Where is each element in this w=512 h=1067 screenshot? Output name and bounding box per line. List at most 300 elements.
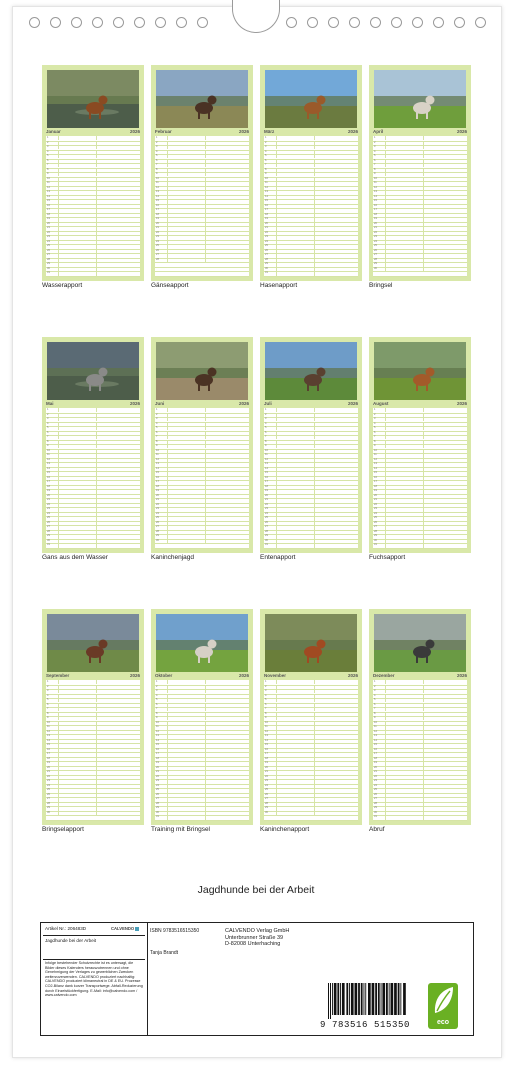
month-name: Dezember <box>373 673 395 678</box>
day-number: 2 <box>374 412 376 416</box>
day-number: 30 <box>156 810 159 814</box>
day-number: 20 <box>374 221 377 225</box>
day-number: 12 <box>374 185 377 189</box>
day-number: 25 <box>265 788 268 792</box>
day-number: 19 <box>265 489 268 493</box>
day-row <box>155 815 249 821</box>
day-number: 10 <box>47 448 50 452</box>
day-grid <box>155 408 249 548</box>
day-number: 17 <box>374 480 377 484</box>
month-year: 2026 <box>129 673 140 678</box>
day-number: 17 <box>156 752 159 756</box>
day-number: 22 <box>265 774 268 778</box>
day-number: 4 <box>374 149 376 153</box>
month-photo <box>374 614 466 672</box>
day-number: 28 <box>156 257 159 261</box>
day-number: 17 <box>265 480 268 484</box>
day-number: 16 <box>47 475 50 479</box>
day-number: 10 <box>265 176 268 180</box>
month-name: Juli <box>264 401 272 406</box>
month-photo <box>156 70 248 128</box>
photo-caption: Hasenapport <box>260 282 298 289</box>
day-number: 24 <box>47 511 50 515</box>
day-number: 8 <box>47 439 49 443</box>
day-number: 31 <box>156 815 159 819</box>
day-number: 9 <box>47 172 49 176</box>
day-number: 1 <box>265 408 267 411</box>
day-number: 3 <box>265 145 267 149</box>
day-number: 6 <box>265 158 267 162</box>
day-number: 13 <box>156 462 159 466</box>
day-number: 20 <box>265 221 268 225</box>
day-number: 25 <box>156 788 159 792</box>
month-name: Juni <box>155 401 165 406</box>
day-number: 2 <box>47 684 49 688</box>
day-number: 4 <box>374 693 376 697</box>
day-number: 21 <box>374 770 377 774</box>
day-number: 5 <box>156 154 158 158</box>
day-number: 19 <box>156 761 159 765</box>
day-number: 28 <box>265 801 268 805</box>
day-number: 18 <box>265 484 268 488</box>
day-number: 21 <box>156 226 159 230</box>
month-name: Oktober <box>155 673 173 678</box>
day-number: 20 <box>156 221 159 225</box>
day-row <box>155 271 249 277</box>
day-number: 31 <box>374 543 377 547</box>
day-number: 25 <box>374 244 377 248</box>
day-number: 12 <box>47 457 50 461</box>
day-grid <box>373 136 467 276</box>
day-number: 28 <box>265 257 268 261</box>
month-name: November <box>264 673 287 678</box>
day-number: 27 <box>265 253 268 257</box>
day-number: 15 <box>374 743 377 747</box>
day-number: 4 <box>156 421 158 425</box>
day-number: 25 <box>47 244 50 248</box>
month-year: 2026 <box>456 673 467 678</box>
day-number: 27 <box>156 253 159 257</box>
day-number: 26 <box>47 792 50 796</box>
day-number: 1 <box>156 680 158 683</box>
day-number: 12 <box>265 729 268 733</box>
day-number: 14 <box>156 194 159 198</box>
day-number: 8 <box>47 711 49 715</box>
day-number: 11 <box>265 181 268 185</box>
day-number: 28 <box>47 257 50 261</box>
day-number: 9 <box>156 172 158 176</box>
month-photo <box>374 70 466 128</box>
month-panel <box>42 65 144 281</box>
month-header <box>155 673 249 679</box>
day-number: 28 <box>374 257 377 261</box>
month-panel <box>151 609 253 825</box>
day-number: 21 <box>374 226 377 230</box>
month-year: 2026 <box>456 129 467 134</box>
day-number: 7 <box>374 163 376 167</box>
day-number: 11 <box>374 453 377 457</box>
day-number: 6 <box>374 702 376 706</box>
day-number: 12 <box>47 185 50 189</box>
day-row <box>264 271 358 277</box>
day-number: 12 <box>265 457 268 461</box>
day-number: 19 <box>47 761 50 765</box>
day-number: 21 <box>156 498 159 502</box>
day-number: 8 <box>47 167 49 171</box>
day-number: 29 <box>156 806 159 810</box>
month-panel <box>151 337 253 553</box>
day-number: 31 <box>265 271 268 275</box>
day-number: 9 <box>374 172 376 176</box>
day-number: 22 <box>47 774 50 778</box>
dog-photo <box>47 70 139 128</box>
dog-photo <box>156 342 248 400</box>
day-number: 14 <box>156 466 159 470</box>
article-number: Artikel Nr.: 206483D <box>45 926 87 931</box>
day-number: 24 <box>156 239 159 243</box>
dog-photo <box>47 614 139 672</box>
day-grid <box>373 408 467 548</box>
month-year: 2026 <box>238 673 249 678</box>
day-number: 11 <box>265 725 268 729</box>
day-number: 14 <box>47 738 50 742</box>
day-number: 29 <box>374 262 377 266</box>
day-number: 4 <box>156 693 158 697</box>
day-number: 10 <box>374 448 377 452</box>
month-photo <box>47 70 139 128</box>
day-number: 22 <box>265 230 268 234</box>
day-number: 8 <box>156 167 158 171</box>
day-number: 11 <box>265 453 268 457</box>
day-number: 23 <box>265 507 268 511</box>
day-number: 15 <box>47 471 50 475</box>
day-number: 16 <box>156 203 159 207</box>
month-photo <box>47 342 139 400</box>
day-number: 11 <box>47 725 50 729</box>
day-number: 12 <box>374 729 377 733</box>
day-number: 10 <box>265 720 268 724</box>
day-number: 17 <box>156 208 159 212</box>
day-number: 5 <box>374 698 376 702</box>
month-year: 2026 <box>129 129 140 134</box>
day-number: 17 <box>47 208 50 212</box>
day-number: 3 <box>374 689 376 693</box>
month-header <box>373 673 467 679</box>
day-number: 18 <box>47 756 50 760</box>
day-number: 15 <box>265 743 268 747</box>
day-number: 22 <box>47 230 50 234</box>
day-number: 2 <box>374 140 376 144</box>
dog-photo <box>156 70 248 128</box>
day-number: 5 <box>265 426 267 430</box>
dog-photo <box>156 614 248 672</box>
day-number: 27 <box>374 797 377 801</box>
day-number: 10 <box>47 720 50 724</box>
month-name: August <box>373 401 389 406</box>
day-number: 17 <box>156 480 159 484</box>
day-number: 29 <box>374 534 377 538</box>
day-row <box>373 271 467 277</box>
day-number: 30 <box>265 266 268 270</box>
day-number: 19 <box>265 217 268 221</box>
day-number: 1 <box>156 136 158 139</box>
month-panel <box>260 65 362 281</box>
day-number: 18 <box>156 484 159 488</box>
day-number: 8 <box>265 439 267 443</box>
month-header <box>373 401 467 407</box>
day-number: 5 <box>47 698 49 702</box>
day-number: 8 <box>374 167 376 171</box>
dog-photo <box>265 70 357 128</box>
day-number: 6 <box>47 702 49 706</box>
day-number: 10 <box>156 176 159 180</box>
day-number: 5 <box>374 154 376 158</box>
month-year: 2026 <box>456 401 467 406</box>
day-number: 23 <box>374 507 377 511</box>
day-number: 10 <box>47 176 50 180</box>
day-number: 30 <box>47 538 50 542</box>
day-number: 21 <box>265 498 268 502</box>
day-number: 29 <box>265 806 268 810</box>
day-number: 23 <box>265 779 268 783</box>
day-number: 2 <box>156 412 158 416</box>
day-number: 12 <box>47 729 50 733</box>
day-number: 2 <box>47 412 49 416</box>
month-panel <box>260 609 362 825</box>
day-number: 1 <box>47 680 49 683</box>
day-number: 1 <box>265 680 267 683</box>
day-grid <box>264 136 358 276</box>
day-number: 17 <box>47 752 50 756</box>
day-number: 16 <box>265 747 268 751</box>
day-number: 5 <box>156 698 158 702</box>
day-number: 23 <box>156 779 159 783</box>
month-photo <box>156 614 248 672</box>
binding-hole <box>71 17 82 28</box>
day-number: 25 <box>265 516 268 520</box>
photo-caption: Entenapport <box>260 554 296 561</box>
day-row <box>46 543 140 549</box>
day-number: 16 <box>47 203 50 207</box>
day-number: 29 <box>47 262 50 266</box>
day-number: 26 <box>265 792 268 796</box>
day-grid <box>46 680 140 820</box>
publisher-address: CALVENDO Verlag GmbH Unterbrunner Straße 39 D-82008 Unterhaching <box>225 928 290 948</box>
day-number: 16 <box>374 747 377 751</box>
day-number: 23 <box>47 507 50 511</box>
photo-caption: Bringsel <box>369 282 393 289</box>
photo-caption: Training mit Bringsel <box>151 826 211 833</box>
photo-caption: Gänseapport <box>151 282 189 289</box>
month-name: September <box>46 673 70 678</box>
binding-hole <box>113 17 124 28</box>
day-number: 27 <box>47 253 50 257</box>
day-number: 14 <box>374 738 377 742</box>
day-number: 8 <box>374 439 376 443</box>
month-name: April <box>373 129 384 134</box>
month-panel <box>369 609 471 825</box>
month-panel <box>369 65 471 281</box>
day-number: 26 <box>374 520 377 524</box>
binding-hole <box>328 17 339 28</box>
day-number: 16 <box>156 475 159 479</box>
day-number: 15 <box>156 471 159 475</box>
day-number: 30 <box>374 810 377 814</box>
day-number: 24 <box>374 511 377 515</box>
day-number: 24 <box>374 239 377 243</box>
month-header <box>46 129 140 135</box>
month-year: 2026 <box>238 129 249 134</box>
day-number: 10 <box>374 720 377 724</box>
day-number: 23 <box>374 779 377 783</box>
day-number: 16 <box>265 475 268 479</box>
month-year: 2026 <box>347 401 358 406</box>
day-number: 28 <box>47 529 50 533</box>
day-grid <box>155 680 249 820</box>
day-number: 27 <box>156 797 159 801</box>
dog-photo <box>374 342 466 400</box>
day-number: 9 <box>265 444 267 448</box>
day-number: 9 <box>156 716 158 720</box>
day-number: 25 <box>47 516 50 520</box>
day-number: 28 <box>156 801 159 805</box>
photo-caption: Abruf <box>369 826 385 833</box>
day-number: 27 <box>156 525 159 529</box>
day-number: 6 <box>156 430 158 434</box>
month-name: März <box>264 129 275 134</box>
day-number: 6 <box>265 430 267 434</box>
day-number: 19 <box>374 761 377 765</box>
day-number: 14 <box>265 194 268 198</box>
day-number: 24 <box>156 511 159 515</box>
day-number: 30 <box>265 538 268 542</box>
day-number: 1 <box>47 408 49 411</box>
day-number: 15 <box>156 199 159 203</box>
day-number: 7 <box>265 435 267 439</box>
day-number: 7 <box>47 163 49 167</box>
binding-hole <box>370 17 381 28</box>
day-number: 19 <box>265 761 268 765</box>
day-number: 26 <box>156 792 159 796</box>
month-photo <box>156 342 248 400</box>
isbn: ISBN 9783516515350 <box>150 928 200 934</box>
day-number: 26 <box>374 248 377 252</box>
day-number: 5 <box>47 154 49 158</box>
day-number: 11 <box>156 453 159 457</box>
day-number: 8 <box>156 711 158 715</box>
day-number: 24 <box>265 239 268 243</box>
day-number: 18 <box>156 756 159 760</box>
day-number: 13 <box>374 462 377 466</box>
day-number: 25 <box>374 516 377 520</box>
day-number: 9 <box>265 172 267 176</box>
day-grid <box>373 680 467 820</box>
day-number: 13 <box>374 734 377 738</box>
day-number: 22 <box>156 774 159 778</box>
day-number: 15 <box>265 471 268 475</box>
day-number: 17 <box>265 208 268 212</box>
day-number: 31 <box>265 543 268 547</box>
day-number: 16 <box>374 203 377 207</box>
day-number: 26 <box>265 248 268 252</box>
day-number: 4 <box>265 693 267 697</box>
binding-hole <box>155 17 166 28</box>
month-panel <box>369 337 471 553</box>
day-number: 29 <box>156 534 159 538</box>
month-photo <box>265 342 357 400</box>
photo-caption: Kaninchenapport <box>260 826 310 833</box>
day-number: 16 <box>47 747 50 751</box>
day-number: 19 <box>374 489 377 493</box>
day-number: 3 <box>47 417 49 421</box>
day-grid <box>264 408 358 548</box>
day-number: 7 <box>265 163 267 167</box>
day-number: 10 <box>156 720 159 724</box>
day-number: 3 <box>156 689 158 693</box>
day-number: 17 <box>374 208 377 212</box>
day-number: 15 <box>47 199 50 203</box>
day-number: 31 <box>47 543 50 547</box>
day-number: 20 <box>47 765 50 769</box>
day-number: 24 <box>156 783 159 787</box>
day-number: 14 <box>265 738 268 742</box>
day-number: 7 <box>47 435 49 439</box>
day-number: 23 <box>47 779 50 783</box>
day-number: 28 <box>374 529 377 533</box>
day-number: 25 <box>374 788 377 792</box>
day-number: 16 <box>156 747 159 751</box>
day-number: 9 <box>374 444 376 448</box>
day-number: 19 <box>47 217 50 221</box>
day-number: 23 <box>374 235 377 239</box>
day-number: 9 <box>47 716 49 720</box>
month-photo <box>265 70 357 128</box>
day-number: 28 <box>47 801 50 805</box>
day-number: 11 <box>156 181 159 185</box>
day-number: 7 <box>156 163 158 167</box>
day-number: 6 <box>156 158 158 162</box>
month-panel <box>260 337 362 553</box>
day-number: 2 <box>265 140 267 144</box>
day-number: 6 <box>47 430 49 434</box>
month-name: Januar <box>46 129 61 134</box>
day-row <box>46 815 140 821</box>
dog-photo <box>265 342 357 400</box>
month-year: 2026 <box>129 401 140 406</box>
day-number: 20 <box>265 493 268 497</box>
photo-caption: Kaninchenjagd <box>151 554 195 561</box>
day-number: 4 <box>374 421 376 425</box>
binding-hole <box>197 17 208 28</box>
month-photo <box>265 614 357 672</box>
day-number: 30 <box>374 538 377 542</box>
photo-caption: Fuchsapport <box>369 554 406 561</box>
binding-hole <box>176 17 187 28</box>
month-header <box>264 129 358 135</box>
month-panel <box>42 337 144 553</box>
day-number: 27 <box>265 525 268 529</box>
month-header <box>46 401 140 407</box>
day-number: 9 <box>156 444 158 448</box>
day-number: 19 <box>47 489 50 493</box>
day-number: 11 <box>47 453 50 457</box>
day-number: 24 <box>47 783 50 787</box>
dog-photo <box>374 614 466 672</box>
day-number: 10 <box>265 448 268 452</box>
day-number: 24 <box>265 511 268 515</box>
day-number: 18 <box>374 756 377 760</box>
day-number: 5 <box>156 426 158 430</box>
